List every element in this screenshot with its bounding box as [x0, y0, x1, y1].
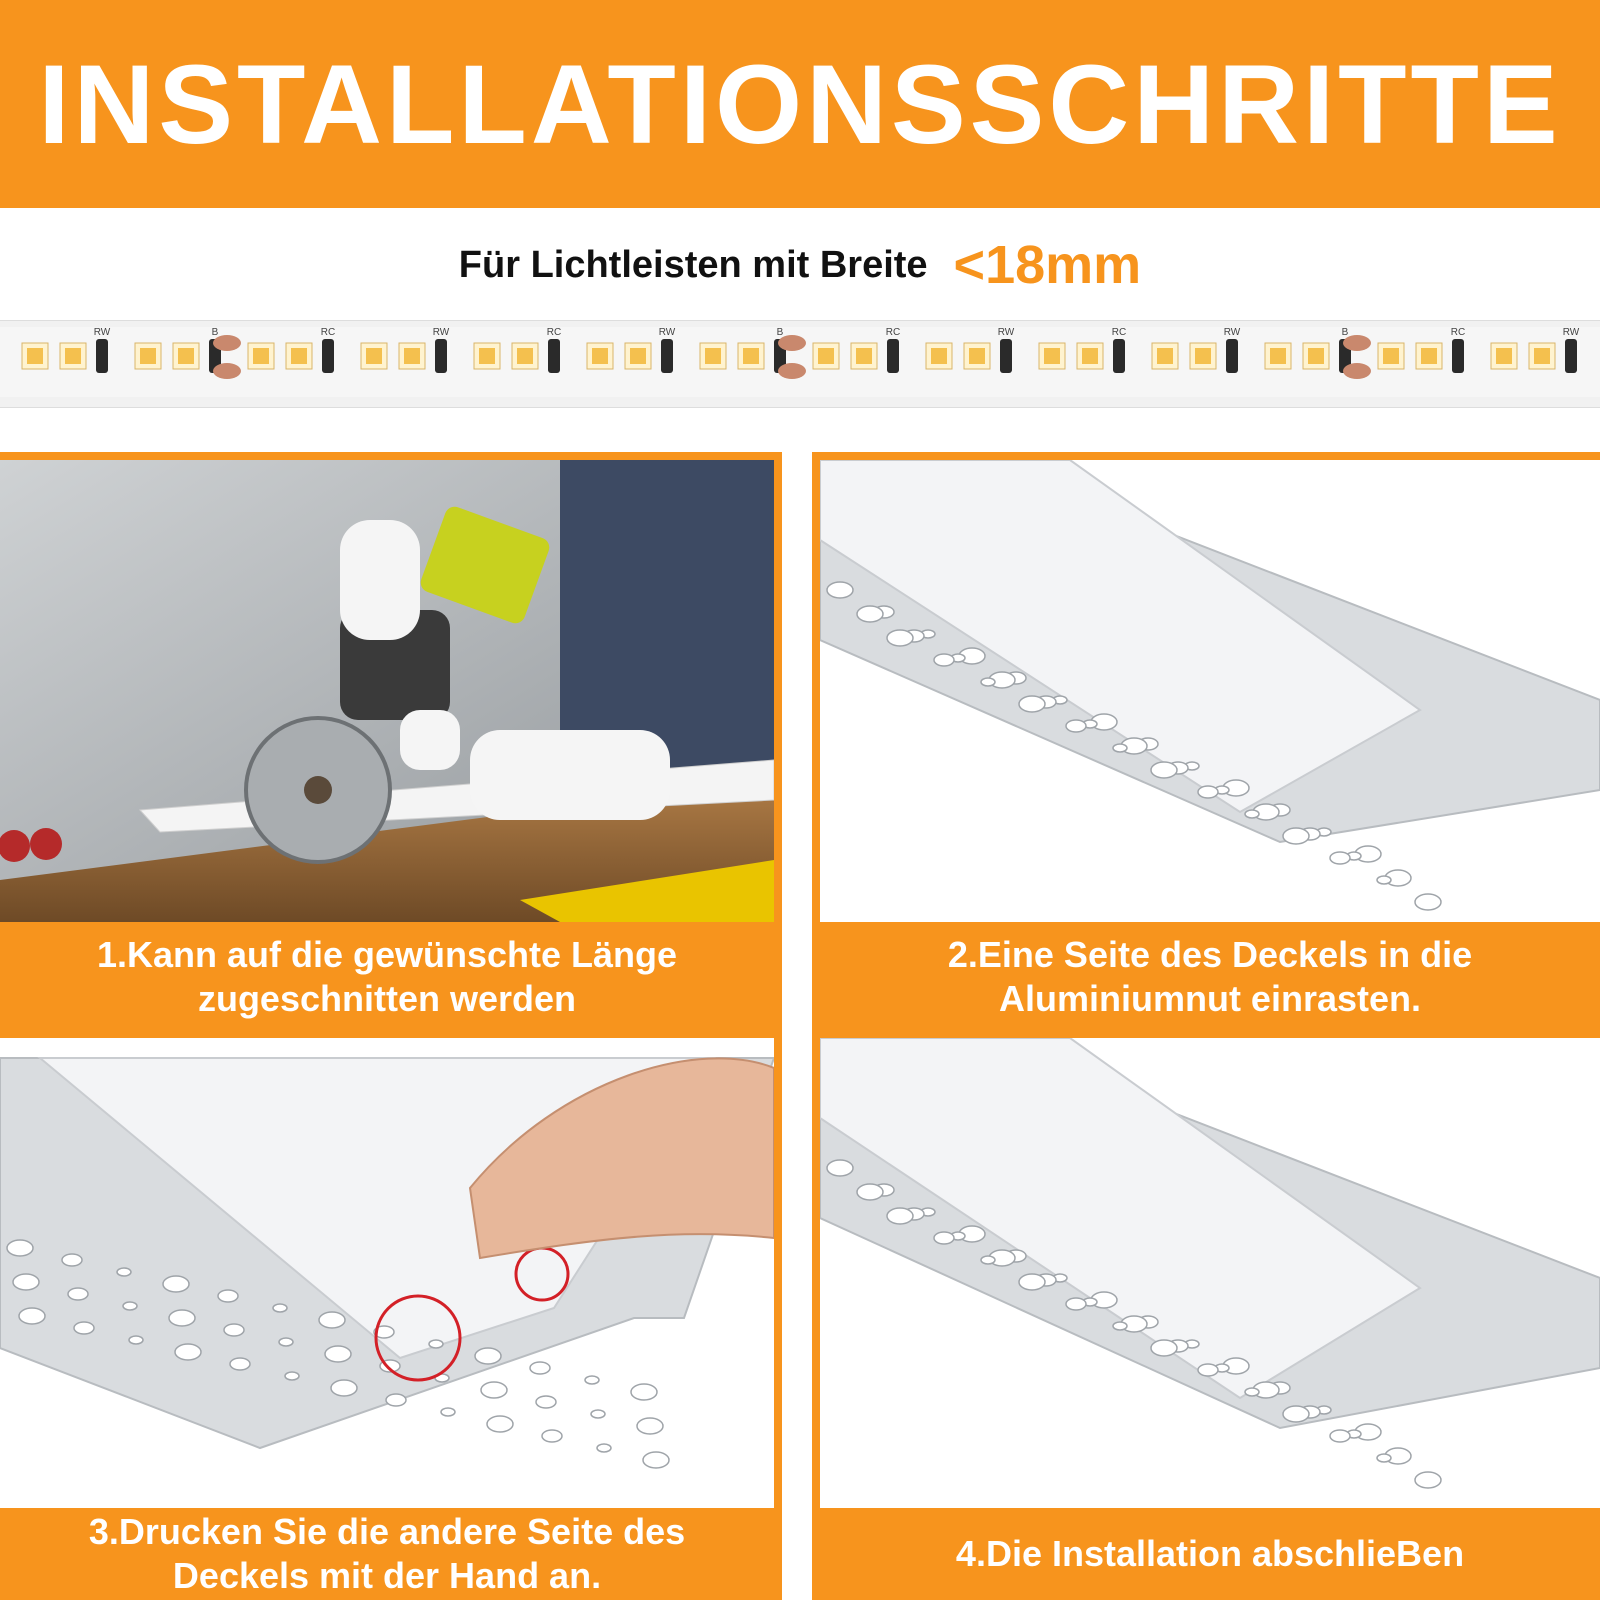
profile-hole	[536, 1396, 556, 1408]
profile-hole	[1415, 894, 1441, 910]
profile-hole	[857, 1184, 883, 1200]
profile-hole	[1113, 744, 1127, 752]
step-4-line-1: 4.Die Installation abschlieBen	[955, 1533, 1465, 1574]
strip-mark: RW	[1562, 327, 1580, 338]
step-1-line-2: zugeschnitten werden	[197, 978, 577, 1019]
profile-hole	[1019, 696, 1045, 712]
profile-hole	[429, 1340, 443, 1348]
profile-hole	[175, 1344, 201, 1360]
profile-hole	[475, 1348, 501, 1364]
cutting-saw-illustration	[0, 460, 774, 922]
profile-hole	[169, 1310, 195, 1326]
strip-mark: RC	[1111, 327, 1127, 338]
profile-hole	[827, 1160, 853, 1176]
strip-mark: B	[776, 327, 784, 338]
header-banner	[0, 0, 1600, 208]
profile-hole	[1283, 828, 1309, 844]
profile-hole	[1377, 876, 1391, 884]
step-3-line-1: 3.Drucken Sie die andere Seite des	[88, 1511, 686, 1552]
strip-mark: RW	[93, 327, 111, 338]
led-strip-image	[0, 320, 1600, 408]
step-2-line-1: 2.Eine Seite des Deckels in die	[947, 934, 1473, 975]
strip-mark: RC	[546, 327, 562, 338]
profile-hole	[591, 1410, 605, 1418]
strip-mark: RW	[432, 327, 450, 338]
profile-hole	[637, 1418, 663, 1434]
step-2-caption	[820, 922, 1600, 1032]
profile-hole	[273, 1304, 287, 1312]
strip-mark: RC	[320, 327, 336, 338]
strip-mark: B	[1341, 327, 1349, 338]
profile-hole	[218, 1290, 238, 1302]
profile-hole	[62, 1254, 82, 1266]
step-3-caption	[0, 1508, 774, 1600]
strip-mark: RC	[1450, 327, 1466, 338]
step-3-line-2: Deckels mit der Hand an.	[172, 1555, 602, 1596]
profile-hole	[74, 1322, 94, 1334]
profile-hole	[542, 1430, 562, 1442]
step-2-line-2: Aluminiumnut einrasten.	[998, 978, 1422, 1019]
profile-hole	[481, 1382, 507, 1398]
profile-hole	[279, 1338, 293, 1346]
subtitle-width: <18mm	[953, 235, 1142, 295]
led-strip-graphic	[0, 321, 1600, 407]
profile-hole	[1198, 1364, 1218, 1376]
profile-hole	[487, 1416, 513, 1432]
profile-hole	[1066, 1298, 1086, 1310]
profile-hole	[1330, 1430, 1350, 1442]
step-2-photo	[820, 460, 1600, 922]
step-4-caption	[820, 1508, 1600, 1600]
step-3-photo	[0, 1038, 774, 1508]
profile-hole	[631, 1384, 657, 1400]
profile-hole	[934, 1232, 954, 1244]
profile-hole	[530, 1362, 550, 1374]
profile-hole	[1113, 1322, 1127, 1330]
profile-hole	[1415, 1472, 1441, 1488]
profile-hole	[1151, 762, 1177, 778]
strip-mark: RW	[997, 327, 1015, 338]
profile-hole	[1066, 720, 1086, 732]
profile-hole	[7, 1240, 33, 1256]
profile-hole	[285, 1372, 299, 1380]
profile-hole	[441, 1408, 455, 1416]
profile-hole	[1283, 1406, 1309, 1422]
profile-hole	[129, 1336, 143, 1344]
subtitle-text: Für Lichtleisten mit Breite	[458, 243, 928, 286]
profile-hole	[331, 1380, 357, 1396]
profile-hole	[597, 1444, 611, 1452]
strip-mark: RC	[885, 327, 901, 338]
profile-hole	[319, 1312, 345, 1328]
strip-mark: RW	[1223, 327, 1241, 338]
profile-hole	[1151, 1340, 1177, 1356]
profile-hole	[68, 1288, 88, 1300]
page-title: INSTALLATIONSSCHRITTE	[38, 41, 1562, 167]
subtitle-row	[0, 230, 1600, 300]
profile-hole	[827, 582, 853, 598]
profile-hole	[163, 1276, 189, 1292]
profile-hole	[19, 1308, 45, 1324]
profile-hole	[857, 606, 883, 622]
profile-hole	[643, 1452, 669, 1468]
profile-hole	[1330, 852, 1350, 864]
profile-hole	[981, 1256, 995, 1264]
profile-hole	[934, 654, 954, 666]
profile-hole	[887, 1208, 913, 1224]
profile-hole	[887, 630, 913, 646]
profile-hole	[230, 1358, 250, 1370]
installed-profile-illustration	[820, 1038, 1600, 1508]
strip-mark: B	[211, 327, 219, 338]
profile-hole	[1198, 786, 1218, 798]
profile-hole	[117, 1268, 131, 1276]
step-1-caption	[0, 922, 774, 1032]
step-4-photo	[820, 1038, 1600, 1508]
profile-hole	[123, 1302, 137, 1310]
profile-hole	[386, 1394, 406, 1406]
profile-hole	[224, 1324, 244, 1336]
profile-hole	[981, 678, 995, 686]
strip-mark: RW	[658, 327, 676, 338]
aluminium-profile	[820, 1038, 1600, 1488]
step-1-photo	[0, 460, 774, 922]
profile-hole	[1377, 1454, 1391, 1462]
aluminium-profile	[820, 460, 1600, 910]
profile-hole	[13, 1274, 39, 1290]
press-cover-illustration	[0, 1038, 774, 1508]
profile-half-cover-illustration	[820, 460, 1600, 922]
profile-hole	[1019, 1274, 1045, 1290]
step-1-line-1: 1.Kann auf die gewünschte Länge	[96, 934, 678, 975]
profile-hole	[585, 1376, 599, 1384]
profile-hole	[1245, 810, 1259, 818]
profile-hole	[325, 1346, 351, 1362]
profile-hole	[1245, 1388, 1259, 1396]
